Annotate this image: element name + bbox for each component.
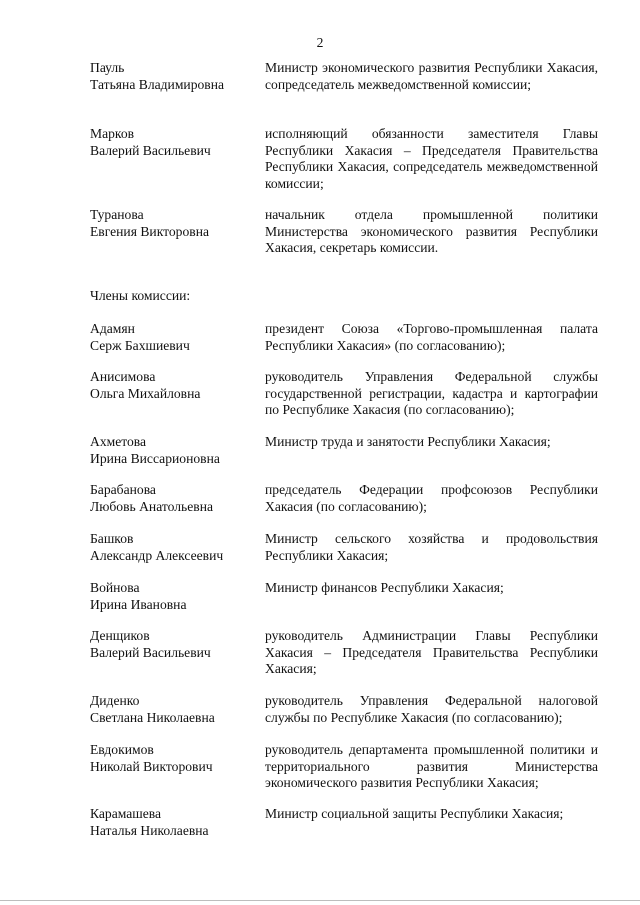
surname: Войнова: [90, 580, 140, 595]
person-role: Министр финансов Республики Хакасия;: [265, 580, 504, 595]
surname: Барабанова: [90, 482, 156, 497]
surname: Туранова: [90, 207, 144, 222]
person-name: [90, 321, 255, 354]
person-name: [90, 126, 255, 159]
person-name: [90, 742, 255, 775]
given-name: Ирина Виссарионовна: [90, 450, 220, 466]
person-role: Министр труда и занятости Республики Хакасия;: [265, 434, 551, 449]
surname: Карамашева: [90, 806, 162, 821]
person-role: председатель Федерации профсоюзов Республики Хакасия (по согласованию);: [265, 482, 598, 514]
given-name: Наталья Николаевна: [90, 822, 209, 838]
person-name: [90, 369, 255, 402]
surname: Башков: [90, 531, 134, 546]
given-name: Ольга Михайловна: [90, 385, 201, 401]
given-name: Ирина Ивановна: [90, 596, 187, 612]
given-name: Александр Алексеевич: [90, 547, 224, 563]
person-name: [90, 628, 255, 661]
given-name: Валерий Васильевич: [90, 142, 211, 158]
surname: Евдокимов: [90, 742, 154, 757]
person-name: [90, 482, 255, 515]
person-role: президент Союза «Торгово-промышленная палата Республики Хакасия» (по согласованию);: [265, 321, 598, 353]
given-name: Любовь Анатольевна: [90, 498, 214, 514]
person-role: начальник отдела промышленной политики Министерства экономического развития Республики Хакасия, секретарь комиссии.: [265, 207, 598, 255]
surname: Ахметова: [90, 434, 147, 449]
person-role: Министр экономического развития Республики Хакасия, сопредседатель межведомственной комиссии;: [265, 60, 598, 92]
person-role: руководитель Администрации Главы Республики Хакасия – Председателя Правительства Республики Хакасия;: [265, 628, 598, 676]
person-name: [90, 434, 255, 467]
given-name: Валерий Васильевич: [90, 644, 211, 660]
person-role: исполняющий обязанности заместителя Главы Республики Хакасия – Председателя Правительства Республики Хакасия, сопредседатель межведомственной комиссии;: [265, 126, 598, 191]
surname: Пауль: [90, 60, 125, 75]
person-role: руководитель департамента промышленной политики и территориального развития Министерства экономического развития Республики Хакасия;: [265, 742, 598, 790]
person-name: [90, 580, 255, 613]
person-name: [90, 806, 255, 839]
surname: Адамян: [90, 321, 135, 336]
person-name: [90, 60, 255, 93]
given-name: Серж Бахшиевич: [90, 337, 190, 353]
person-role: руководитель Управления Федеральной налоговой службы по Республике Хакасия (по согласованию);: [265, 693, 598, 725]
surname: Денщиков: [90, 628, 150, 643]
given-name: Татьяна Владимировна: [90, 76, 225, 92]
page-number: 2: [316, 35, 324, 50]
surname: Марков: [90, 126, 135, 141]
person-role: Министр социальной защиты Республики Хакасия;: [265, 806, 564, 821]
person-name: [90, 693, 255, 726]
members-heading: Члены комиссии:: [90, 288, 191, 303]
given-name: Николай Викторович: [90, 758, 213, 774]
surname: Диденко: [90, 693, 140, 708]
person-role: руководитель Управления Федеральной службы государственной регистрации, кадастра и картографии по Республике Хакасия (по согласованию);: [265, 369, 598, 417]
person-role: Министр сельского хозяйства и продовольствия Республики Хакасия;: [265, 531, 598, 563]
given-name: Евгения Викторовна: [90, 223, 209, 239]
person-name: [90, 207, 255, 240]
person-name: [90, 531, 255, 564]
given-name: Светлана Николаевна: [90, 709, 215, 725]
page-bottom-divider: [0, 900, 640, 901]
surname: Анисимова: [90, 369, 156, 384]
